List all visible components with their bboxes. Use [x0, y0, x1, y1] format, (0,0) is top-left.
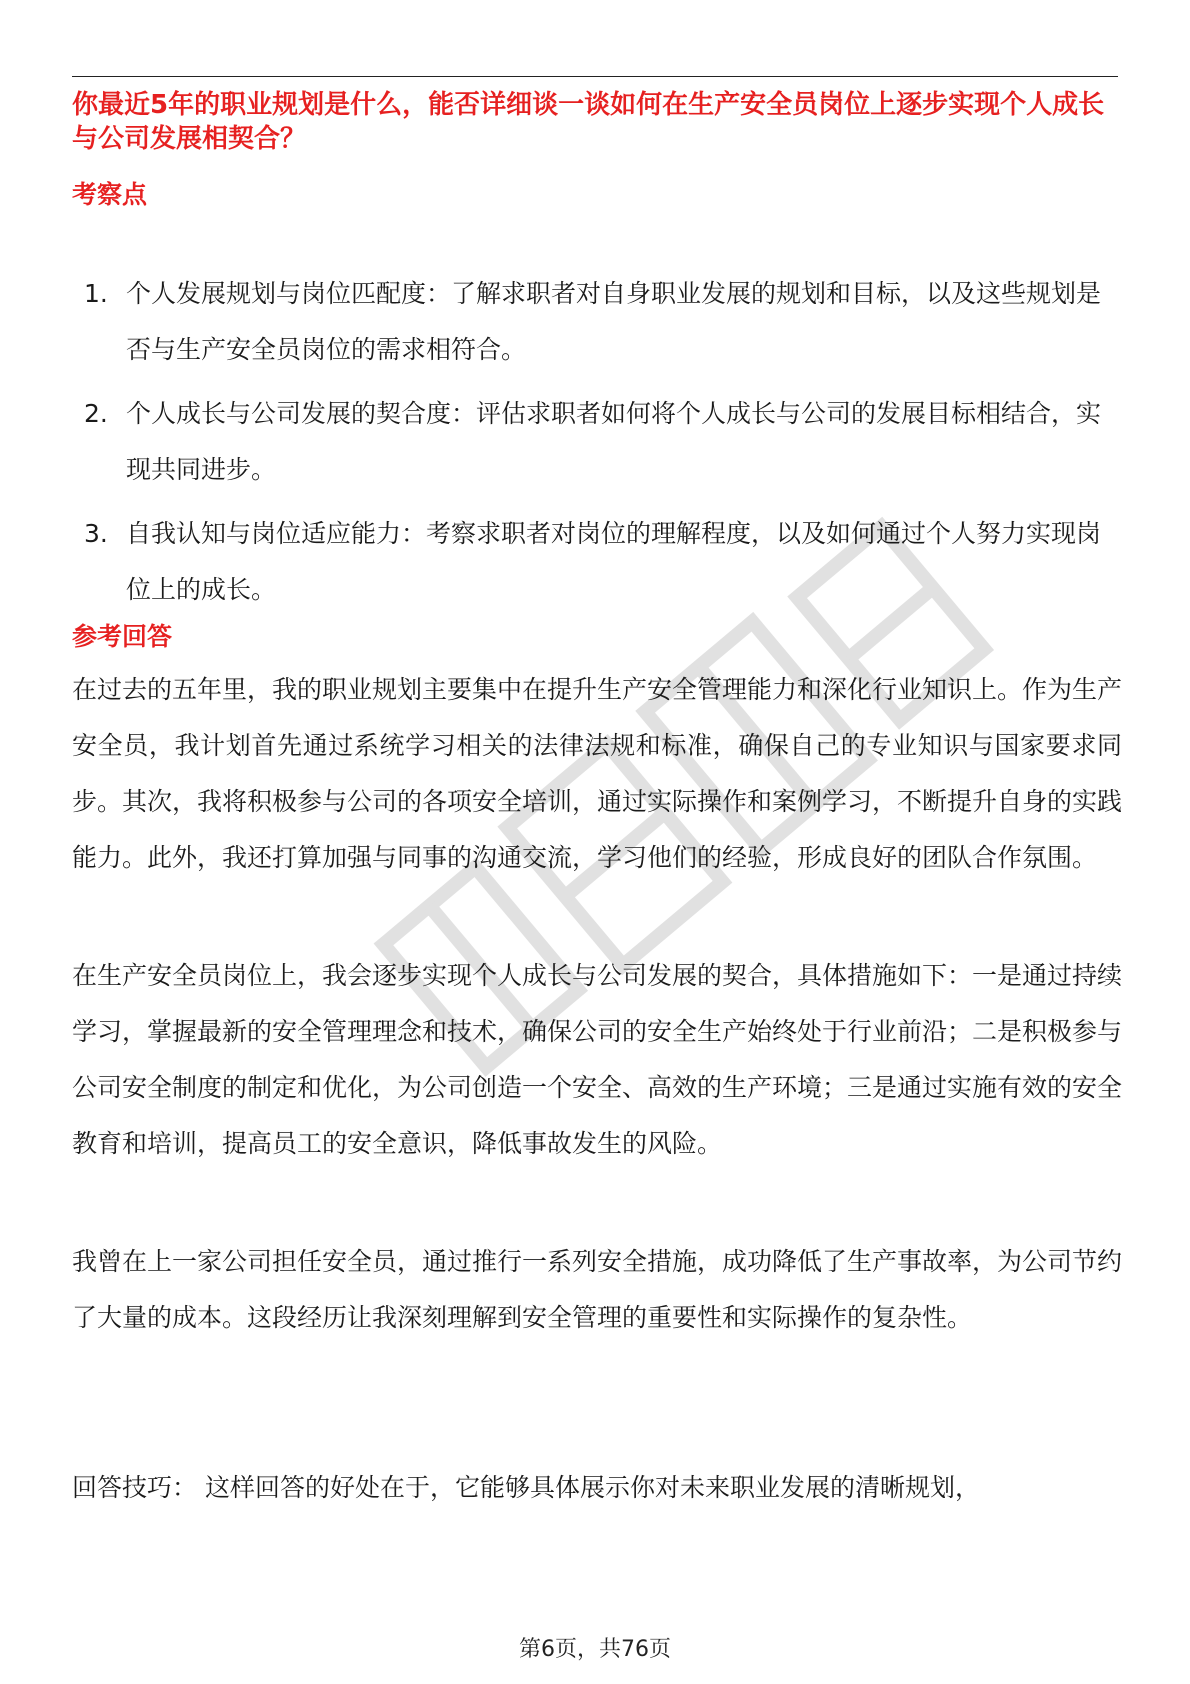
answer-paragraph-2: 在生产安全员岗位上，我会逐步实现个人成长与公司发展的契合，具体措施如下：一是通过持续学习，掌握最新的安全管理理念和技术，确保公司的安全生产始终处于行业前沿；二是积极参与公司安全制度的制定和优化，为公司创造一个安全、高效的生产环境；三是通过实施有效的安全教育和培训，提高员工的安全意识，降低事故发生的风险。	[72, 961, 1123, 1158]
list-text: 个人发展规划与岗位匹配度：了解求职者对自身职业发展的规划和目标，以及这些规划是否与生产安全员岗位的需求相符合。	[126, 279, 1102, 364]
list-item	[84, 386, 1124, 498]
top-rule	[72, 76, 1118, 77]
focus-list	[84, 266, 1124, 626]
list-number: 2.	[84, 399, 108, 428]
list-text: 个人成长与公司发展的契合度：评估求职者如何将个人成长与公司的发展目标相结合，实现共同进步。	[126, 399, 1102, 484]
list-item	[84, 506, 1124, 618]
list-item	[84, 266, 1124, 378]
page-number: 第6页，共76页	[519, 1637, 671, 1662]
focus-heading: 考察点	[72, 180, 148, 209]
list-number: 1.	[84, 279, 108, 308]
answer-paragraph-3: 我曾在上一家公司担任安全员，通过推行一系列安全措施，成功降低了生产事故率，为公司节约了大量的成本。这段经历让我深刻理解到安全管理的重要性和实际操作的复杂性。	[72, 1247, 1123, 1332]
list-text: 自我认知与岗位适应能力：考察求职者对岗位的理解程度，以及如何通过个人努力实现岗位上的成长。	[126, 519, 1102, 604]
list-number: 3.	[84, 519, 108, 548]
tips-paragraph: 回答技巧： 这样回答的好处在于，它能够具体展示你对未来职业发展的清晰规划，	[72, 1473, 980, 1502]
answer-paragraph-1: 在过去的五年里，我的职业规划主要集中在提升生产安全管理能力和深化行业知识上。作为生产安全员，我计划首先通过系统学习相关的法律法规和标准，确保自己的专业知识与国家要求同步。其次，我将积极参与公司的各项安全培训，通过实际操作和案例学习，不断提升自身的实践能力。此外，我还打算加强与同事的沟通交流，学习他们的经验，形成良好的团队合作氛围。	[72, 675, 1123, 872]
answer-heading: 参考回答	[72, 622, 173, 651]
question-title: 你最近5年的职业规划是什么，能否详细谈一谈如何在生产安全员岗位上逐步实现个人成长与公司发展相契合？	[72, 90, 1105, 154]
